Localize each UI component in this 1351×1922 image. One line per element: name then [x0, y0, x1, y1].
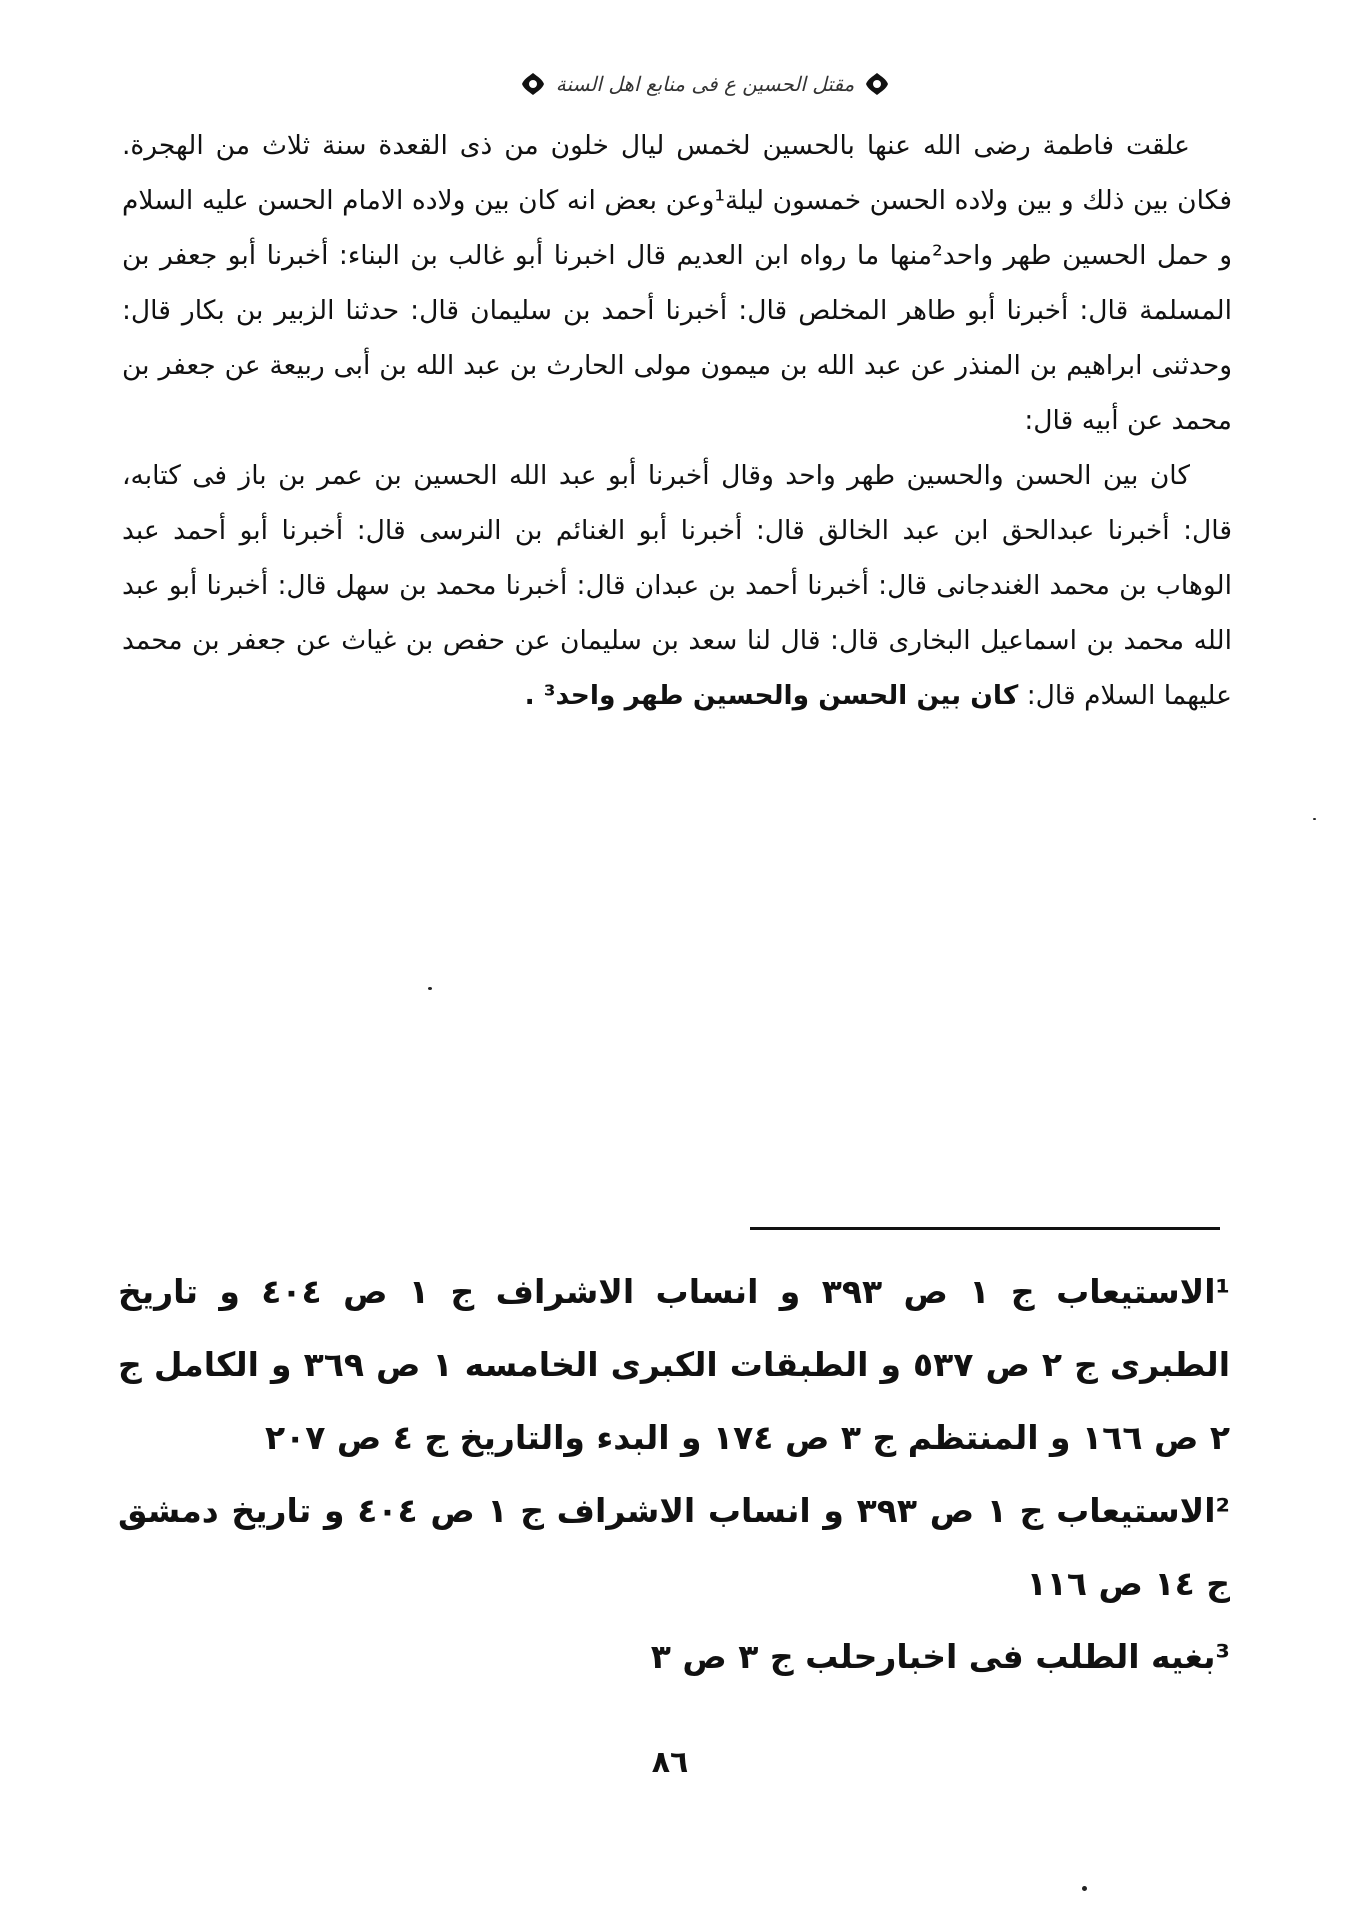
footnotes	[118, 1255, 1230, 1693]
scan-speck	[428, 987, 432, 990]
page-number: ٨٦	[651, 1745, 689, 1780]
body-paragraph-text: كان بين الحسن والحسين طهر واحد وقال أخبرنا أبو عبد الله الحسين بن عمر بن باز فى كتابه، قال: أخبرنا عبدالحق ابن عبد الخالق قال: أخبرنا أبو الغنائم بن النرسى قال: أخبرنا أبو أحمد عبد الوهاب بن محمد الغندجانى قال: أخبرنا أحمد بن عبدان قال: أخبرنا محمد بن سهل قال: أخبرنا أبو عبد الله محمد بن اسماعيل البخارى قال: قال لنا سعد بن سليمان عن حفص بن غياث عن جعفر بن محمد عليهما السلام قال:	[122, 460, 1232, 711]
footnote-item: ¹الاستيعاب ج ١ ص ٣٩٣ و انساب الاشراف ج ١ ص ٤٠٤ و تاريخ الطبرى ج ٢ ص ٥٣٧ و الطبقات الكبرى الخامسه ١ ص ٣٦٩ و الكامل ج ٢ ص ١٦٦ و المنتظم ج ٣ ص ١٧٤ و البدء والتاريخ ج ٤ ص ٢٠٧	[118, 1272, 1231, 1457]
main-text	[122, 118, 1232, 723]
body-paragraph: علقت فاطمة رضى الله عنها بالحسين لخمس ليال خلون من ذى القعدة سنة ثلاث من الهجرة. فكان بين ذلك و بين ولاده الحسن خمسون ليلة¹وعن بعض انه كان بين ولاده الامام الحسن عليه السلام و حمل الحسين طهر واحد²منها ما رواه ابن العديم قال اخبرنا أبو غالب بن البناء: أخبرنا أبو جعفر بن المسلمة قال: أخبرنا أبو طاهر المخلص قال: أخبرنا أحمد بن سليمان قال: حدثنا الزبير بن بكار قال: وحدثنى ابراهيم بن المنذر عن عبد الله بن ميمون مولى الحارث بن عبد الله بن أبى ربيعة عن جعفر بن محمد عن أبيه قال:	[122, 130, 1232, 436]
footnote-separator	[750, 1227, 1220, 1230]
footnote-item: ²الاستيعاب ج ١ ص ٣٩٣ و انساب الاشراف ج ١ ص ٤٠٤ و تاريخ دمشق ج ١٤ ص ١١٦	[118, 1491, 1231, 1603]
scan-speck	[1313, 818, 1316, 820]
quoted-hadith: كان بين الحسن والحسين طهر واحد³ .	[524, 680, 1019, 711]
ornament-icon	[520, 71, 546, 97]
footnote-item: ³بغيه الطلب فى اخبارحلب ج ٣ ص ٣	[650, 1637, 1230, 1676]
body-paragraph	[122, 448, 1232, 723]
running-header	[470, 62, 940, 106]
header-title: مقتل الحسين ع فى منابع اهل السنة	[555, 72, 855, 96]
ornament-icon	[864, 71, 890, 97]
scan-speck	[1082, 1886, 1087, 1891]
